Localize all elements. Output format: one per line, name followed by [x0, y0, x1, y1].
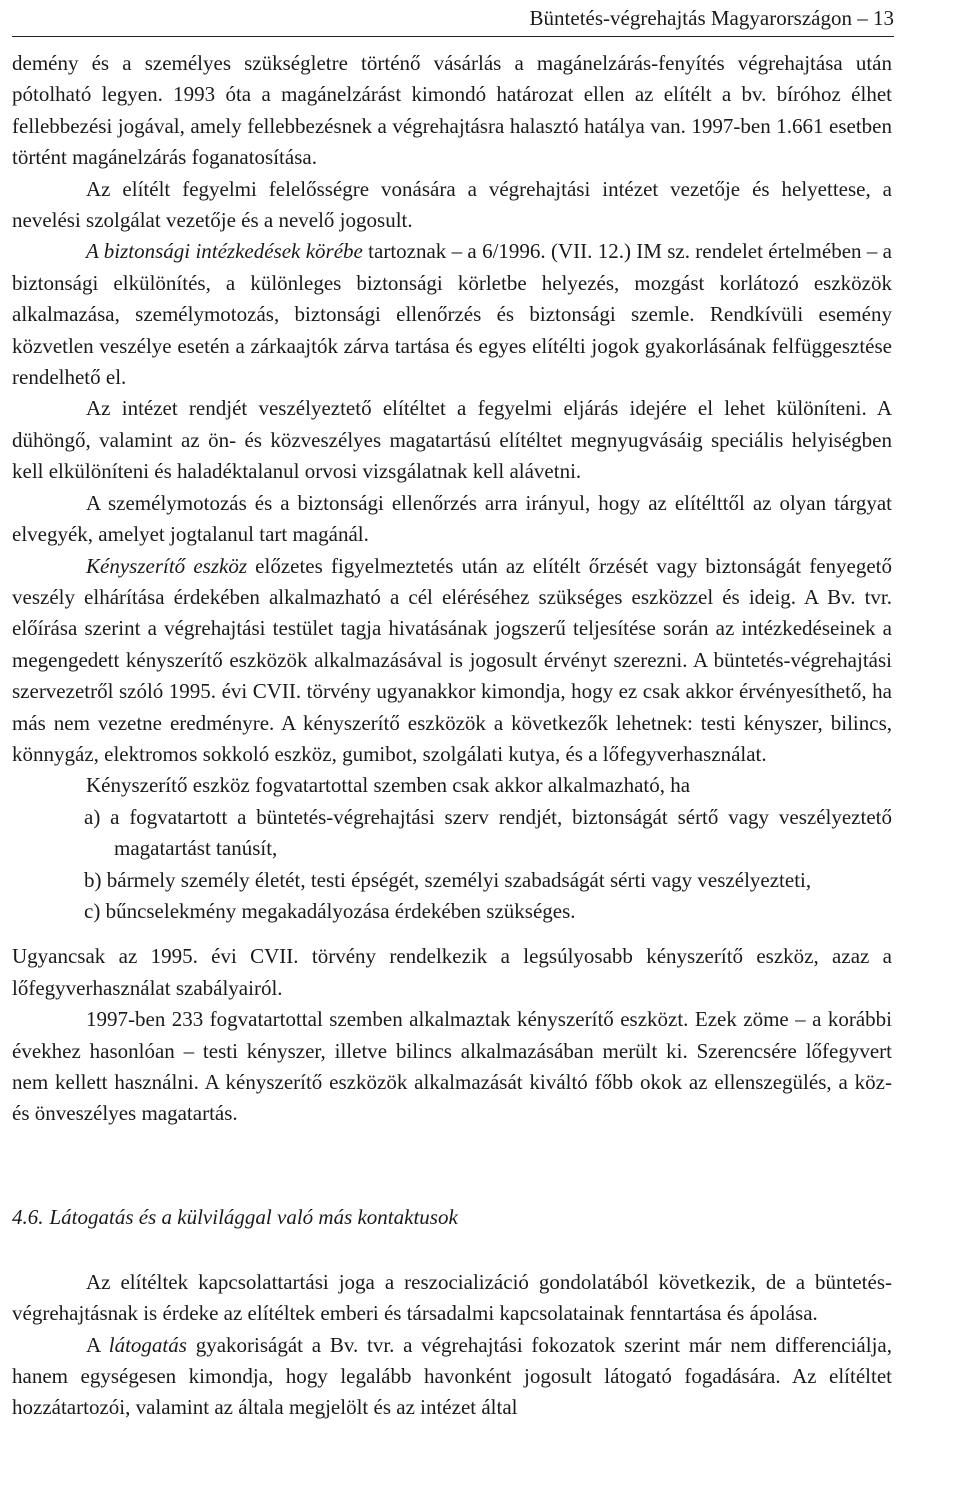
list-item: c) bűncselekmény megakadályozása érdekében szükséges. [84, 898, 576, 923]
page-body [12, 48, 892, 1424]
paragraph-visitation-text: gyakoriságát a Bv. tvr. a végrehajtási fokozatok szerint már nem differenciálja, hanem egységesen kimondja, hogy legalább havonként jogosult látogató fogadására. Az elítéltet hozzátartozói, valamint az általa megjelölt és az intézet által [12, 1332, 892, 1420]
section-title-spacer [12, 1233, 892, 1267]
paragraph-disciplinary-authority: Az elítélt fegyelmi felelősségre vonására a végrehajtási intézet vezetője és helyettese, a nevelési szolgálat vezetője és a nevelő jogosult. [12, 176, 892, 233]
paragraph-firearm-rules: Ugyancsak az 1995. évi CVII. törvény rendelkezik a legsúlyosabb kényszerítő eszköz, azaz a lőfegyverhasználat szabályairól. [12, 944, 892, 1000]
section-spacer [12, 1130, 892, 1202]
list-item: a) a fogvatartott a büntetés-végrehajtási szerv rendjét, biztonságát sértő vagy veszélyeztető magatartást tanúsít, [84, 804, 892, 861]
paragraph-coercive-means [12, 551, 892, 771]
running-head: Büntetés-végrehajtás Magyarországon – 13 [529, 6, 894, 30]
list-item: b) bármely személy életét, testi épségét, személyi szabadságát sérti vagy veszélyezteti, [84, 867, 812, 892]
paragraph-continuation: demény és a személyes szükségletre történő vásárlás a magánelzárás-fenyítés végrehajtása után pótolható legyen. 1993 óta a magánelzárást kimondó határozat ellen az elítélt a bv. bíróhoz élhet fellebbezési jogával, amely fellebbezésnek a végrehajtásra halasztó hatálya van. 1997-ben 1.661 esetben történt magánelzárás foganatosítása. [12, 51, 892, 170]
paragraph-body-search: A személymotozás és a biztonsági ellenőrzés arra irányul, hogy az elítélttől az olyan tárgyat elvegyék, amelyet jogtalanul tart magánál. [12, 490, 892, 547]
section-title: Látogatás és a külvilággal való más kontaktusok [49, 1204, 458, 1229]
emphasis-coercive-means: Kényszerítő eszköz [86, 553, 247, 578]
paragraph-visitation-pre: A [86, 1332, 109, 1357]
section-heading [12, 1202, 892, 1233]
conditions-list [12, 802, 892, 928]
paragraph-conditions-intro: Kényszerítő eszköz fogvatartottal szemben csak akkor alkalmazható, ha [86, 773, 691, 798]
paragraph-separation: Az intézet rendjét veszélyeztető elítéltet a fegyelmi eljárás idejére el lehet különíteni. A dühöngő, valamint az ön- és közveszélyes magatartású elítéltet megnyugvásáig speciális helyiségben kell elkülöníteni és haladéktalanul orvosi vizsgálatnak kell alávetni. [12, 396, 892, 484]
paragraph-1997-statistics: 1997-ben 233 fogvatartottal szemben alkalmaztak kényszerítő eszközt. Ezek zöme – a korábbi évekhez hasonlóan – testi kényszer, illetve bilincs alkalmazásában merült ki. Szerencsére lőfegyvert nem kellett használni. A kényszerítő eszközök alkalmazását kiváltó főbb okok az ellenszegülés, a köz- és önveszélyes magatartás. [12, 1007, 892, 1126]
emphasis-visitation: látogatás [108, 1332, 187, 1357]
paragraph-security-measures-text: tartoznak – a 6/1996. (VII. 12.) IM sz. rendelet értelmében – a biztonsági elkülönítés, a különleges biztonsági körletbe helyezés, mozgást korlátozó eszközök alkalmazása, személymotozás, biztonsági ellenőrzés és biztonsági szemle. Rendkívüli esemény közvetlen veszélye esetén a zárkaajtók zárva tartása és egyes elítélti jogok gyakorlásának felfüggesztése rendelhető el. [12, 239, 892, 390]
emphasis-security-measures: A biztonsági intézkedések körébe [86, 239, 363, 264]
paragraph-coercive-means-text: előzetes figyelmeztetés után az elítélt őrzését vagy biztonságát fenyegető veszély elhárítása érdekében alkalmazható a cél eléréséhez szükséges eszközzel és ideig. A Bv. tvr. előírása szerint a végrehajtási testület tagja hivatásának jogszerű teljesítése során az intézkedéseinek a megengedett kényszerítő eszközök alkalmazásával is jogosult érvényt szerezni. A büntetés-végrehajtási szervezetről szóló 1995. évi CVII. törvény ugyanakkor kimondja, hogy ez csak akkor érvényesíthető, ha más nem vezetne eredményre. A kényszerítő eszközök a következők lehetnek: testi kényszer, bilincs, könnygáz, elektromos sokkoló eszköz, gumibot, szolgálati kutya, és a lőfegyverhasználat. [12, 553, 892, 766]
paragraph-security-measures [12, 236, 892, 393]
paragraph-contact-rights: Az elítéltek kapcsolattartási joga a reszocializáció gondolatából következik, de a büntetés-végrehajtásnak is érdeke az elítéltek emberi és társadalmi kapcsolatainak fenntartása és ápolása. [12, 1269, 892, 1326]
paragraph-visitation [12, 1330, 892, 1424]
header-rule [12, 36, 894, 37]
section-number: 4.6. [12, 1204, 44, 1229]
